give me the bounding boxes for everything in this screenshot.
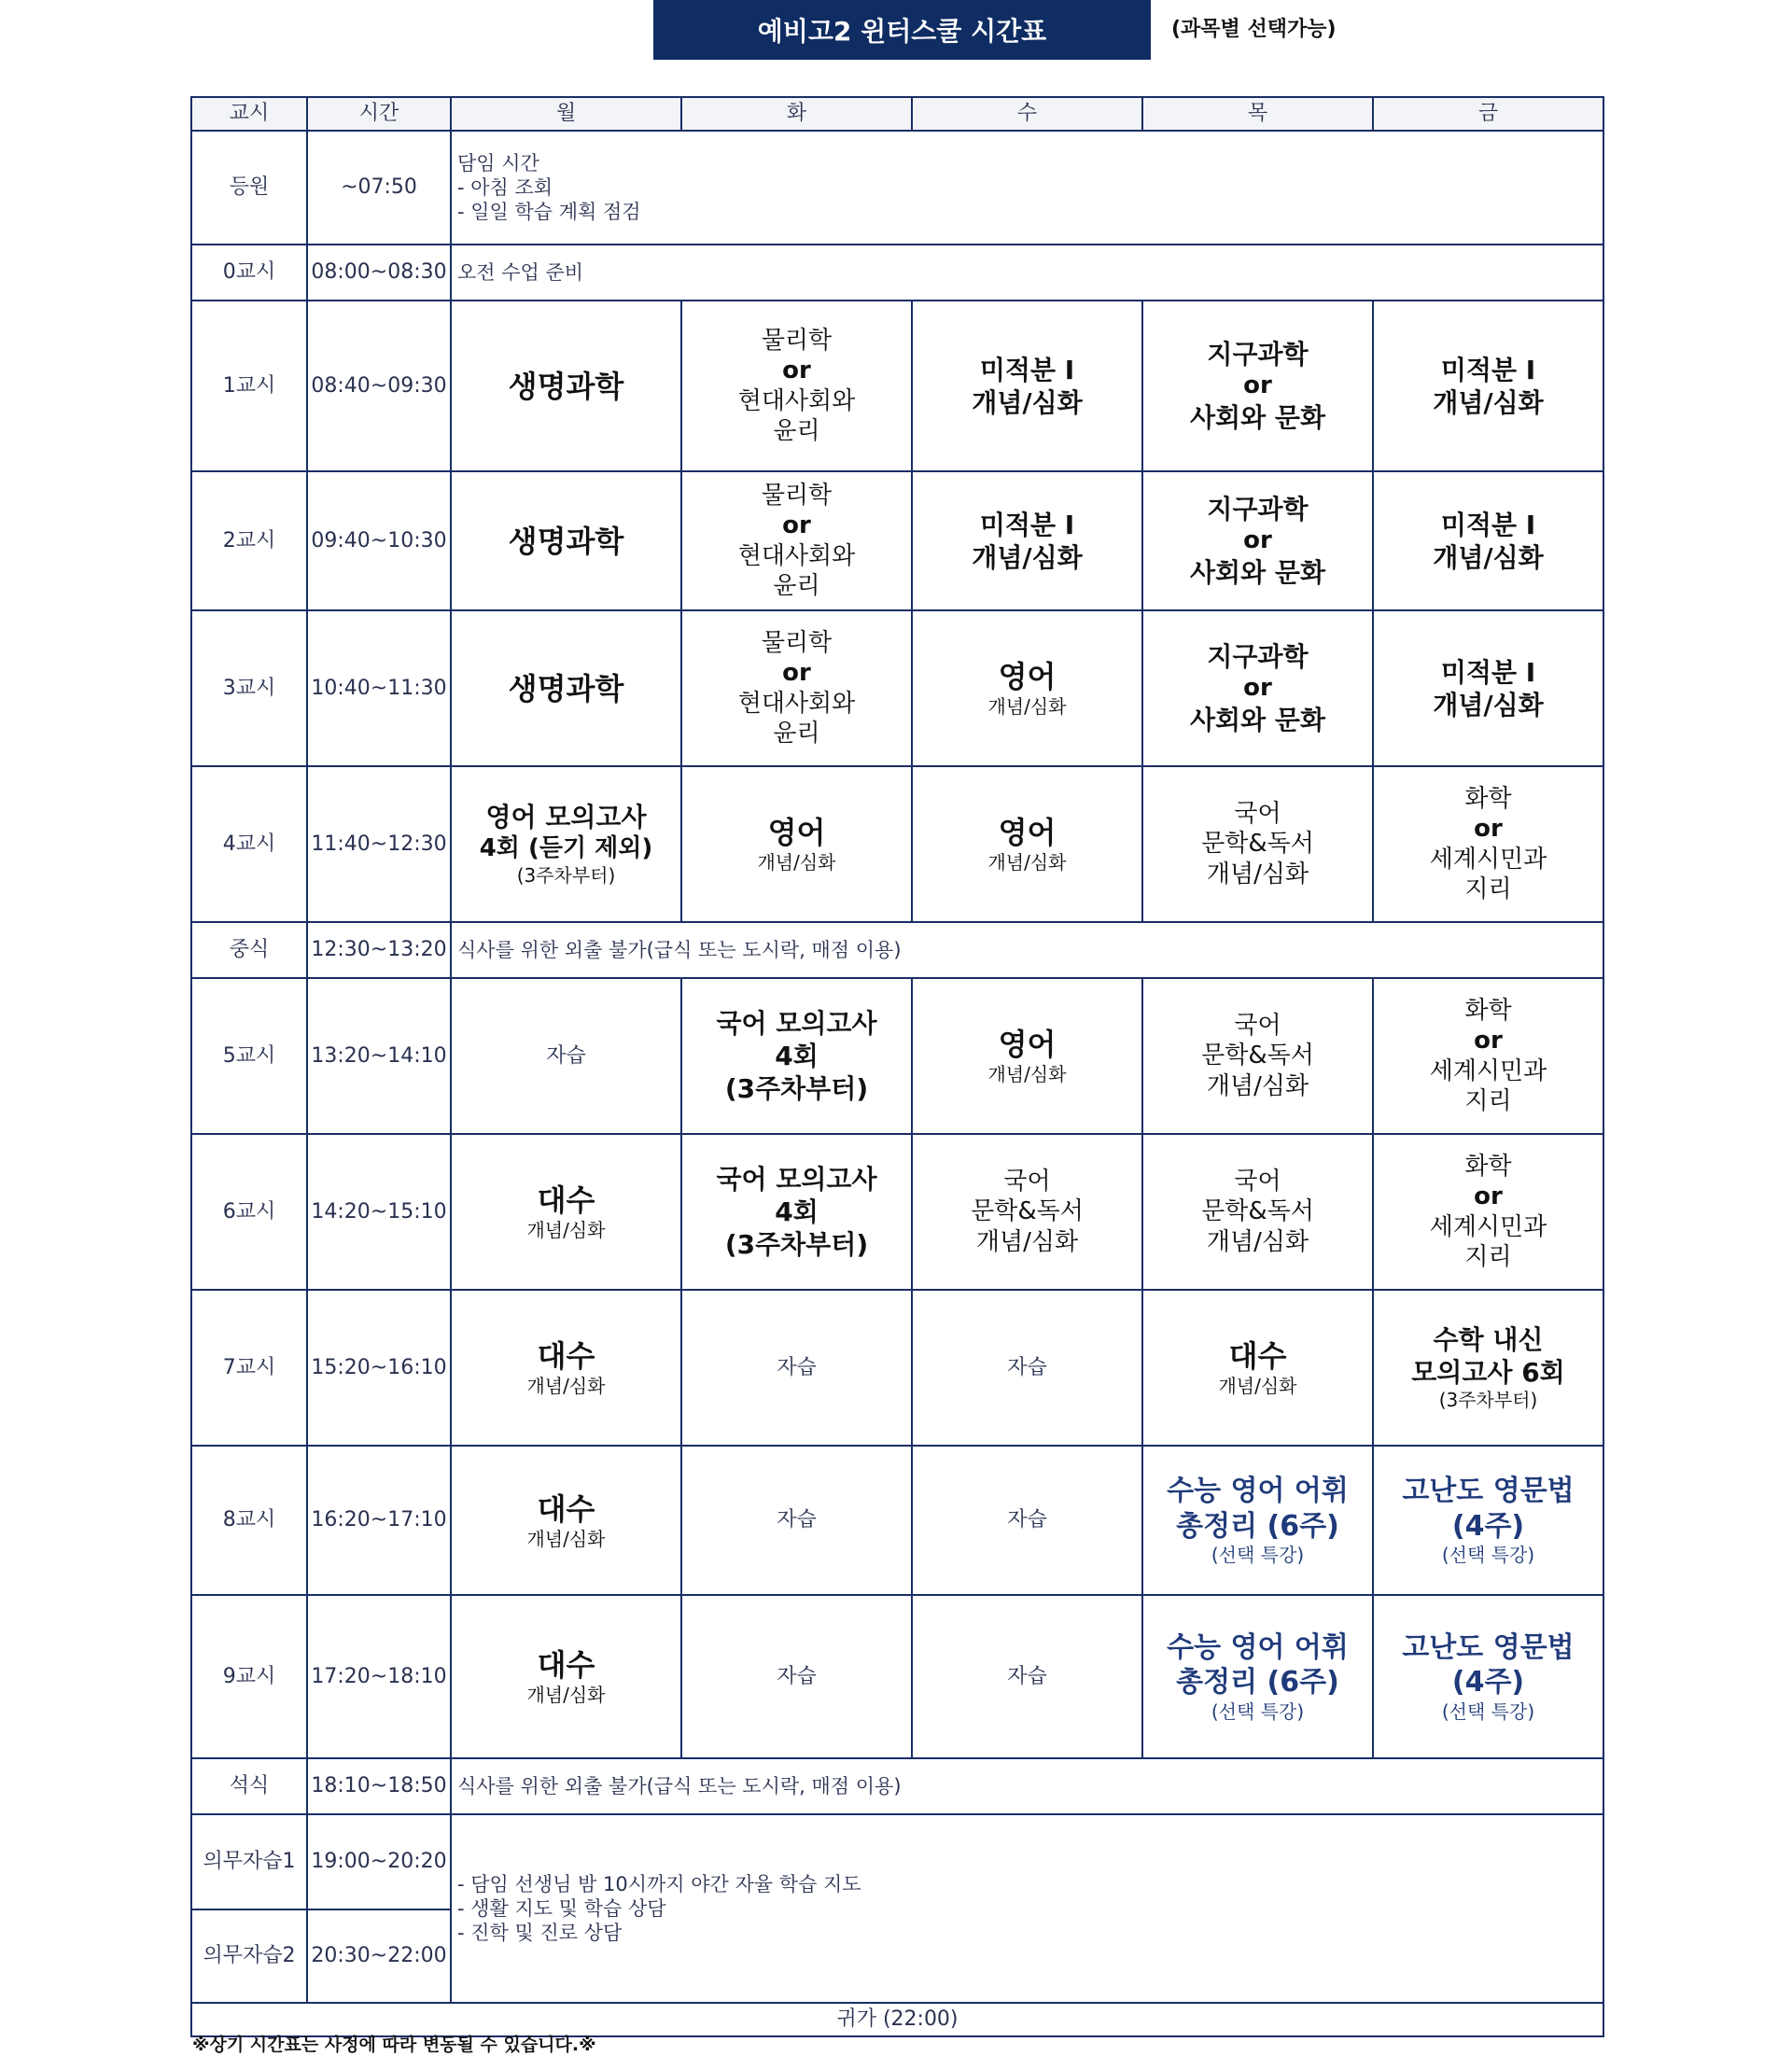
subject-line: 물리학 bbox=[761, 628, 833, 657]
period-label: 4교시 bbox=[191, 766, 307, 922]
period-label: 6교시 bbox=[191, 1134, 307, 1290]
or-line: or bbox=[782, 357, 811, 385]
arrival-note bbox=[451, 131, 1603, 245]
class-cell bbox=[681, 766, 912, 922]
class-cell bbox=[1373, 766, 1603, 922]
class-cell bbox=[681, 610, 912, 766]
or-line: or bbox=[1474, 1182, 1503, 1210]
level-line: 개념/심화 bbox=[526, 1527, 606, 1550]
subject-line: 국어 bbox=[1234, 1011, 1281, 1040]
row-period-7 bbox=[191, 1290, 1603, 1446]
row-arrival bbox=[191, 131, 1603, 245]
night-study-line: - 생활 지도 및 학습 상담 bbox=[457, 1896, 666, 1920]
row-period-2 bbox=[191, 471, 1603, 610]
class-cell bbox=[1142, 610, 1373, 766]
class-cell: 자습 bbox=[681, 1595, 912, 1758]
class-cell bbox=[1142, 1134, 1373, 1290]
time-cell: 12:30~13:20 bbox=[307, 922, 451, 978]
footer-note: ※상기 시간표는 사정에 따라 변동될 수 있습니다.※ bbox=[192, 2035, 596, 2055]
subject-line: 세계시민과 bbox=[1429, 1212, 1547, 1241]
lunch-note: 식사를 위한 외출 불가(급식 또는 도시락, 매점 이용) bbox=[451, 922, 1603, 978]
subject-line: 물리학 bbox=[761, 481, 833, 510]
special-lecture-note: (선택 특강) bbox=[1211, 1544, 1305, 1566]
subject-line: 영어 모의고사 bbox=[485, 802, 647, 833]
special-lecture-title: 총정리 (6주) bbox=[1176, 1666, 1339, 1699]
or-line: or bbox=[782, 511, 811, 539]
subject-line: 모의고사 6회 bbox=[1411, 1357, 1565, 1388]
class-cell bbox=[681, 1134, 912, 1290]
page-title: 예비고2 윈터스쿨 시간표 bbox=[653, 0, 1151, 60]
class-cell bbox=[1142, 301, 1373, 471]
subject-line: 문학&독서 bbox=[1201, 1042, 1314, 1070]
subject-line: 개념/심화 bbox=[972, 541, 1083, 573]
class-cell bbox=[912, 471, 1142, 610]
arrival-line: - 아침 조회 bbox=[457, 175, 553, 199]
class-cell bbox=[451, 766, 681, 922]
level-line: 개념/심화 bbox=[757, 851, 836, 874]
subject-line: 4회 bbox=[775, 1196, 819, 1227]
special-lecture-title: (4주) bbox=[1451, 1509, 1525, 1543]
special-lecture-title: (4주) bbox=[1451, 1666, 1525, 1699]
subject-line: 영어 bbox=[998, 1027, 1057, 1062]
note-line: (3주차부터) bbox=[1438, 1389, 1538, 1411]
subject-line: 국어 bbox=[1234, 799, 1281, 828]
title-note: (과목별 선택가능) bbox=[1171, 18, 1337, 41]
row-period-3 bbox=[191, 610, 1603, 766]
note-line: (3주차부터) bbox=[724, 1229, 869, 1260]
subject-line: 사회와 문화 bbox=[1190, 401, 1325, 433]
class-cell bbox=[1142, 978, 1373, 1134]
class-cell bbox=[1142, 766, 1373, 922]
class-cell bbox=[1373, 1134, 1603, 1290]
note-line: (3주차부터) bbox=[516, 863, 616, 887]
class-cell bbox=[912, 978, 1142, 1134]
row-study-1 bbox=[191, 1814, 1603, 1909]
subject-line: 미적분 I bbox=[1440, 509, 1536, 540]
level-line: 개념/심화 bbox=[1206, 860, 1309, 888]
class-cell bbox=[1373, 1595, 1603, 1758]
subject-line: 국어 bbox=[1234, 1167, 1281, 1196]
special-lecture-note: (선택 특강) bbox=[1211, 1699, 1305, 1723]
subject-line: 문학&독서 bbox=[1201, 830, 1314, 859]
time-cell: 16:20~17:10 bbox=[307, 1446, 451, 1595]
subject-line: 지리 bbox=[1464, 875, 1512, 903]
time-cell: 17:20~18:10 bbox=[307, 1595, 451, 1758]
class-cell bbox=[1373, 610, 1603, 766]
time-cell: 20:30~22:00 bbox=[307, 1909, 451, 2003]
class-cell bbox=[1142, 1446, 1373, 1595]
subject-line: 지구과학 bbox=[1207, 494, 1309, 525]
subject-line: 지리 bbox=[1464, 1087, 1512, 1115]
subject-line: 개념/심화 bbox=[1433, 541, 1544, 573]
row-period-6 bbox=[191, 1134, 1603, 1290]
header-time: 시간 bbox=[307, 97, 451, 131]
time-cell: 11:40~12:30 bbox=[307, 766, 451, 922]
time-cell: 14:20~15:10 bbox=[307, 1134, 451, 1290]
time-cell: 19:00~20:20 bbox=[307, 1814, 451, 1909]
level-line: 개념/심화 bbox=[987, 851, 1067, 874]
header-fri: 금 bbox=[1373, 97, 1603, 131]
class-cell: 생명과학 bbox=[451, 610, 681, 766]
class-cell: 자습 bbox=[681, 1290, 912, 1446]
row-lunch bbox=[191, 922, 1603, 978]
subject-line: 수학 내신 bbox=[1433, 1324, 1544, 1355]
level-line: 개념/심화 bbox=[987, 1063, 1067, 1085]
class-cell: 자습 bbox=[681, 1446, 912, 1595]
special-lecture-note: (선택 특강) bbox=[1441, 1544, 1535, 1566]
dismissal-note: 귀가 (22:00) bbox=[191, 2003, 1603, 2036]
subject-line: 개념/심화 bbox=[1433, 386, 1544, 418]
header-row bbox=[191, 97, 1603, 131]
subject-line: 사회와 문화 bbox=[1190, 556, 1325, 588]
class-cell: 자습 bbox=[912, 1290, 1142, 1446]
class-cell bbox=[912, 610, 1142, 766]
special-lecture-note: (선택 특강) bbox=[1441, 1699, 1535, 1723]
header-tue: 화 bbox=[681, 97, 912, 131]
class-cell: 생명과학 bbox=[451, 301, 681, 471]
class-cell bbox=[1373, 1446, 1603, 1595]
subject-line: 미적분 I bbox=[1440, 354, 1536, 385]
night-study-note bbox=[451, 1814, 1603, 2003]
class-cell: 자습 bbox=[912, 1446, 1142, 1595]
row-period-0 bbox=[191, 245, 1603, 301]
subject-line: 영어 bbox=[998, 659, 1057, 694]
subject-line: 4회 (듣기 제외) bbox=[479, 834, 653, 863]
row-dinner bbox=[191, 1758, 1603, 1814]
special-lecture-title: 고난도 영문법 bbox=[1402, 1630, 1575, 1664]
time-cell: 13:20~14:10 bbox=[307, 978, 451, 1134]
level-line: 개념/심화 bbox=[1206, 1227, 1309, 1256]
class-cell bbox=[1373, 301, 1603, 471]
row-period-1 bbox=[191, 301, 1603, 471]
subject-line: 화학 bbox=[1464, 784, 1512, 813]
class-cell: 생명과학 bbox=[451, 471, 681, 610]
header-mon: 월 bbox=[451, 97, 681, 131]
subject-line: 지구과학 bbox=[1207, 641, 1309, 673]
subject-line: 미적분 I bbox=[979, 509, 1075, 540]
period-label: 의무자습2 bbox=[191, 1909, 307, 2003]
class-cell bbox=[451, 1134, 681, 1290]
subject-line: 현대사회와 bbox=[737, 386, 856, 415]
period-label: 중식 bbox=[191, 922, 307, 978]
period-label: 8교시 bbox=[191, 1446, 307, 1595]
special-lecture-title: 수능 영어 어휘 bbox=[1167, 1630, 1349, 1664]
period-label: 3교시 bbox=[191, 610, 307, 766]
time-cell: ~07:50 bbox=[307, 131, 451, 245]
subject-line: 문학&독서 bbox=[1201, 1197, 1314, 1226]
prep-note: 오전 수업 준비 bbox=[451, 245, 1603, 301]
subject-line: 현대사회와 bbox=[737, 689, 856, 718]
class-cell bbox=[912, 766, 1142, 922]
period-label: 5교시 bbox=[191, 978, 307, 1134]
level-line: 개념/심화 bbox=[526, 1684, 606, 1706]
subject-line: 문학&독서 bbox=[971, 1197, 1084, 1226]
class-cell bbox=[451, 1446, 681, 1595]
dinner-note: 식사를 위한 외출 불가(급식 또는 도시락, 매점 이용) bbox=[451, 1758, 1603, 1814]
level-line: 개념/심화 bbox=[1206, 1071, 1309, 1100]
class-cell bbox=[1142, 1595, 1373, 1758]
period-label: 의무자습1 bbox=[191, 1814, 307, 1909]
header-period: 교시 bbox=[191, 97, 307, 131]
subject-line: 개념/심화 bbox=[972, 386, 1083, 418]
class-cell bbox=[451, 1290, 681, 1446]
or-line: or bbox=[1243, 674, 1272, 703]
class-cell bbox=[451, 1595, 681, 1758]
arrival-line: - 일일 학습 계획 점검 bbox=[457, 201, 641, 224]
subject-line: 개념/심화 bbox=[1433, 689, 1544, 720]
row-period-5 bbox=[191, 978, 1603, 1134]
period-label: 9교시 bbox=[191, 1595, 307, 1758]
header-wed: 수 bbox=[912, 97, 1142, 131]
period-label: 석식 bbox=[191, 1758, 307, 1814]
class-cell: 자습 bbox=[451, 978, 681, 1134]
level-line: 개념/심화 bbox=[987, 695, 1067, 718]
subject-line: 국어 bbox=[1003, 1167, 1051, 1196]
subject-line: 미적분 I bbox=[979, 354, 1075, 385]
or-line: or bbox=[1474, 1027, 1503, 1055]
note-line: (3주차부터) bbox=[724, 1073, 869, 1104]
period-label: 7교시 bbox=[191, 1290, 307, 1446]
time-cell: 10:40~11:30 bbox=[307, 610, 451, 766]
time-cell: 09:40~10:30 bbox=[307, 471, 451, 610]
subject-line: 화학 bbox=[1464, 1152, 1512, 1181]
subject-line: 윤리 bbox=[773, 720, 820, 748]
subject-line: 화학 bbox=[1464, 996, 1512, 1025]
subject-line: 대수 bbox=[537, 1338, 595, 1374]
subject-line: 윤리 bbox=[773, 572, 820, 600]
subject-line: 영어 bbox=[998, 815, 1057, 850]
special-lecture-title: 고난도 영문법 bbox=[1402, 1475, 1575, 1507]
night-study-line: - 담임 선생님 밤 10시까지 야간 자율 학습 지도 bbox=[457, 1872, 861, 1895]
arrival-line: 담임 시간 bbox=[457, 151, 539, 175]
subject-line: 미적분 I bbox=[1440, 656, 1536, 688]
class-cell bbox=[1142, 471, 1373, 610]
period-label: 2교시 bbox=[191, 471, 307, 610]
subject-line: 국어 모의고사 bbox=[716, 1164, 877, 1195]
subject-line: 윤리 bbox=[773, 417, 820, 445]
special-lecture-title: 총정리 (6주) bbox=[1176, 1509, 1339, 1543]
subject-line: 지구과학 bbox=[1207, 339, 1309, 371]
subject-line: 대수 bbox=[537, 1182, 595, 1218]
class-cell bbox=[681, 301, 912, 471]
subject-line: 영어 bbox=[767, 815, 826, 850]
level-line: 개념/심화 bbox=[975, 1227, 1079, 1256]
level-line: 개념/심화 bbox=[526, 1375, 606, 1397]
subject-line: 세계시민과 bbox=[1429, 1056, 1547, 1085]
class-cell bbox=[681, 471, 912, 610]
subject-line: 4회 bbox=[775, 1041, 819, 1071]
period-label: 1교시 bbox=[191, 301, 307, 471]
row-period-8 bbox=[191, 1446, 1603, 1595]
subject-line: 대수 bbox=[1228, 1338, 1287, 1374]
row-period-4 bbox=[191, 766, 1603, 922]
level-line: 개념/심화 bbox=[526, 1219, 606, 1241]
period-label: 등원 bbox=[191, 131, 307, 245]
time-cell: 15:20~16:10 bbox=[307, 1290, 451, 1446]
class-cell bbox=[912, 1134, 1142, 1290]
subject-line: 대수 bbox=[537, 1490, 595, 1527]
header-thu: 목 bbox=[1142, 97, 1373, 131]
subject-line: 현대사회와 bbox=[737, 541, 856, 570]
time-cell: 18:10~18:50 bbox=[307, 1758, 451, 1814]
subject-line: 국어 모의고사 bbox=[716, 1008, 877, 1039]
class-cell bbox=[1142, 1290, 1373, 1446]
class-cell bbox=[1373, 978, 1603, 1134]
night-study-line: - 진학 및 진로 상담 bbox=[457, 1922, 623, 1945]
row-period-9 bbox=[191, 1595, 1603, 1758]
time-cell: 08:00~08:30 bbox=[307, 245, 451, 301]
class-cell bbox=[1373, 471, 1603, 610]
or-line: or bbox=[1243, 371, 1272, 400]
time-cell: 08:40~09:30 bbox=[307, 301, 451, 471]
class-cell: 자습 bbox=[912, 1595, 1142, 1758]
class-cell bbox=[1373, 1290, 1603, 1446]
subject-line: 세계시민과 bbox=[1429, 845, 1547, 874]
class-cell bbox=[912, 301, 1142, 471]
special-lecture-title: 수능 영어 어휘 bbox=[1167, 1475, 1349, 1507]
level-line: 개념/심화 bbox=[1218, 1375, 1297, 1397]
or-line: or bbox=[1243, 526, 1272, 555]
or-line: or bbox=[1474, 815, 1503, 843]
subject-line: 대수 bbox=[537, 1647, 595, 1683]
subject-line: 사회와 문화 bbox=[1190, 704, 1325, 735]
subject-line: 지리 bbox=[1464, 1243, 1512, 1271]
class-cell bbox=[681, 978, 912, 1134]
period-label: 0교시 bbox=[191, 245, 307, 301]
timetable bbox=[190, 96, 1604, 2037]
subject-line: 물리학 bbox=[761, 326, 833, 355]
or-line: or bbox=[782, 659, 811, 687]
